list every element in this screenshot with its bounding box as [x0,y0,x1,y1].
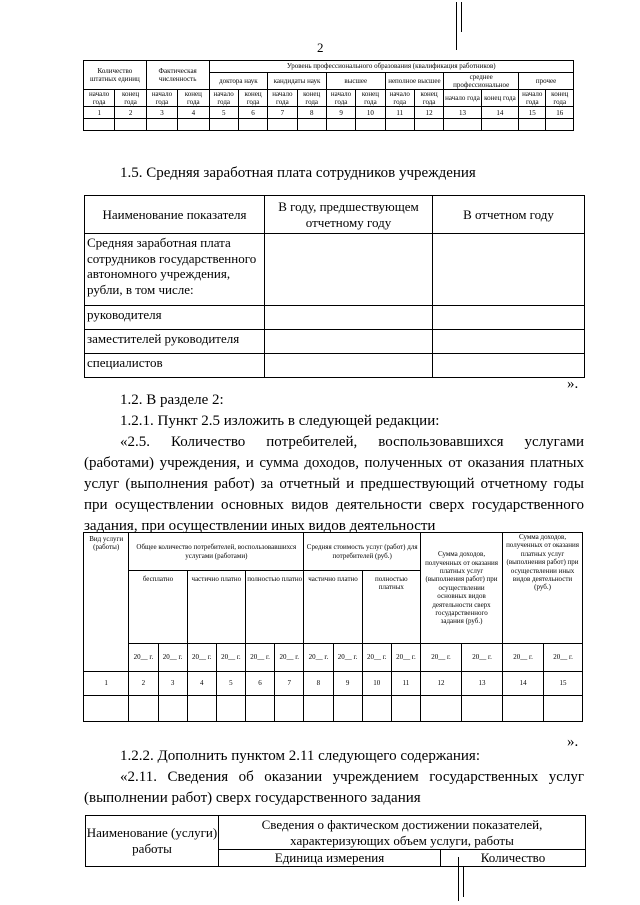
paragraph-2-11-line: (выполнении работ) сверх государственного задания [84,790,421,806]
col-number: 15 [519,107,546,119]
year-label: 20__ г. [158,644,187,672]
end-label: конец года [178,90,209,107]
paragraph-1-2-1: 1.2.1. Пункт 2.5 изложить в следующей редакции: [120,413,440,429]
end-label: конец года [546,90,574,107]
paragraph-1-2: 1.2. В разделе 2: [120,392,224,408]
col-number: 2 [129,672,158,696]
scan-mark [463,867,464,897]
current-year-header: В отчетном году [433,196,585,234]
consumers-income-table [83,532,583,722]
year-label: 20__ г. [362,644,391,672]
col-number: 2 [115,107,146,119]
free-header: бесплатно [129,571,187,644]
level-header: доктора наук [209,73,268,90]
achievement-header: Сведения о фактическом достижении показателей, характеризующих объем услуги, работы [219,816,586,850]
paragraph-2-5-line: задания, при осуществлении иных видов деятельности [84,518,436,534]
col-number: 12 [414,107,443,119]
paragraph-1-2-2: 1.2.2. Дополнить пунктом 2.11 следующего содержания: [120,748,480,764]
partial-paid-header: частично платно [304,571,362,644]
empty-row [84,119,574,131]
year-label: 20__ г. [333,644,362,672]
end-label: конец года [481,90,518,107]
year-label: 20__ г. [391,644,420,672]
paragraph-2-5-line: «2.5. Количество потребителей, воспользовавшихся услугами [120,434,584,450]
col-number: 13 [462,672,503,696]
scan-mark [458,857,459,901]
paragraph-2-5-line: (работами) учреждения, и сумма доходов, полученных от оказания платных [84,455,584,471]
col-number: 11 [385,107,414,119]
col-number: 7 [275,672,304,696]
year-label: 20__ г. [216,644,245,672]
consumers-header: Общее количество потребителей, воспользовавшихся услугами (работами) [129,533,304,571]
col-number: 5 [216,672,245,696]
col-number: 4 [187,672,216,696]
actual-count-header: Фактическая численность [146,61,209,90]
level-header: кандидаты наук [268,73,327,90]
partial-header: частично платно [187,571,245,644]
start-label: начало года [444,90,481,107]
full-header: полностью платно [245,571,303,644]
indicator-header: Наименование показателя [85,196,265,234]
year-label: 20__ г. [129,644,158,672]
quantity-header: Количество [441,850,586,867]
end-label: конец года [238,90,267,107]
year-label: 20__ г. [187,644,216,672]
year-label: 20__ г. [245,644,274,672]
income-other-header: Сумма доходов, полученных от оказания платных услуг (выполнения работ) при осуществлении иных видов деятельности (руб.) [503,533,583,644]
col-number: 8 [304,672,333,696]
avg-cost-header: Средняя стоимость услуг (работ) для потребителей (руб.) [304,533,421,571]
salary-table [84,195,585,378]
col-number: 9 [326,107,355,119]
col-number: 6 [245,672,274,696]
col-number: 8 [297,107,326,119]
service-type-header: Вид услуги (работы) [84,533,129,672]
year-label: 20__ г. [421,644,462,672]
start-label: начало года [268,90,297,107]
start-label: начало года [385,90,414,107]
page-number: 2 [317,40,324,55]
col-number: 3 [158,672,187,696]
salary-row-label: руководителя [85,306,265,330]
year-label: 20__ г. [304,644,333,672]
year-label: 20__ г. [544,644,583,672]
start-label: начало года [146,90,177,107]
level-header: неполное высшее [385,73,444,90]
end-label: конец года [297,90,326,107]
col-number: 4 [178,107,209,119]
col-number: 13 [444,107,481,119]
paragraph-2-11-line: «2.11. Сведения об оказании учреждением государственных услуг [120,769,584,785]
binding-mark [461,2,462,32]
start-label: начало года [326,90,355,107]
start-label: начало года [519,90,546,107]
education-header: Уровень профессионального образования (квалификация работников) [209,61,573,73]
col-number: 15 [544,672,583,696]
start-label: начало года [209,90,238,107]
paragraph-2-5-line: услуг (выполнения работ) за отчетный и предшествующий отчетному годы [84,476,584,492]
salary-row-label: Средняя заработная плата сотрудников государственного автономного учреждения, рубли, в том числе: [85,234,265,306]
unit-header: Единица измерения [219,850,441,867]
end-label: конец года [115,90,146,107]
col-number: 16 [546,107,574,119]
salary-row-label: заместителей руководителя [85,330,265,354]
col-number: 5 [209,107,238,119]
year-label: 20__ г. [462,644,503,672]
col-number: 1 [84,107,115,119]
section-1-5-title: 1.5. Средняя заработная плата сотрудников учреждения [120,165,476,181]
salary-row-label: специалистов [85,354,265,378]
service-name-header: Наименование (услуги) работы [86,816,219,867]
col-number: 14 [503,672,544,696]
paragraph-2-5-line: при осуществлении основных видов деятельности сверх государственного [84,497,584,513]
end-label: конец года [356,90,385,107]
year-row [84,644,583,672]
number-row [84,672,583,696]
level-header: высшее [326,73,385,90]
col-number: 1 [84,672,129,696]
level-header: среднее профессиональное [444,73,519,90]
end-label: конец года [414,90,443,107]
year-label: 20__ г. [275,644,304,672]
closing-quote: ». [567,734,579,750]
col-number: 10 [356,107,385,119]
staff-education-table [83,60,574,131]
binding-mark [456,2,457,50]
full-paid-header: полностью платных [362,571,420,644]
col-number: 10 [362,672,391,696]
start-label: начало года [84,90,115,107]
number-row [84,107,574,119]
col-number: 6 [238,107,267,119]
empty-row [84,696,583,722]
col-number: 9 [333,672,362,696]
col-number: 12 [421,672,462,696]
previous-year-header: В году, предшествующем отчетному году [265,196,433,234]
staff-count-header: Количество штатных единиц [84,61,147,90]
year-label: 20__ г. [503,644,544,672]
col-number: 11 [391,672,420,696]
closing-quote: ». [567,376,579,392]
col-number: 7 [268,107,297,119]
col-number: 14 [481,107,518,119]
start-end-row [84,90,574,107]
income-main-header: Сумма доходов, полученных от оказания платных услуг (выполнения работ) при осуществлении основных видов деятельности сверх государственного задания (руб.) [421,533,503,644]
level-header: прочее [519,73,574,90]
col-number: 3 [146,107,177,119]
extra-services-table [85,815,586,867]
